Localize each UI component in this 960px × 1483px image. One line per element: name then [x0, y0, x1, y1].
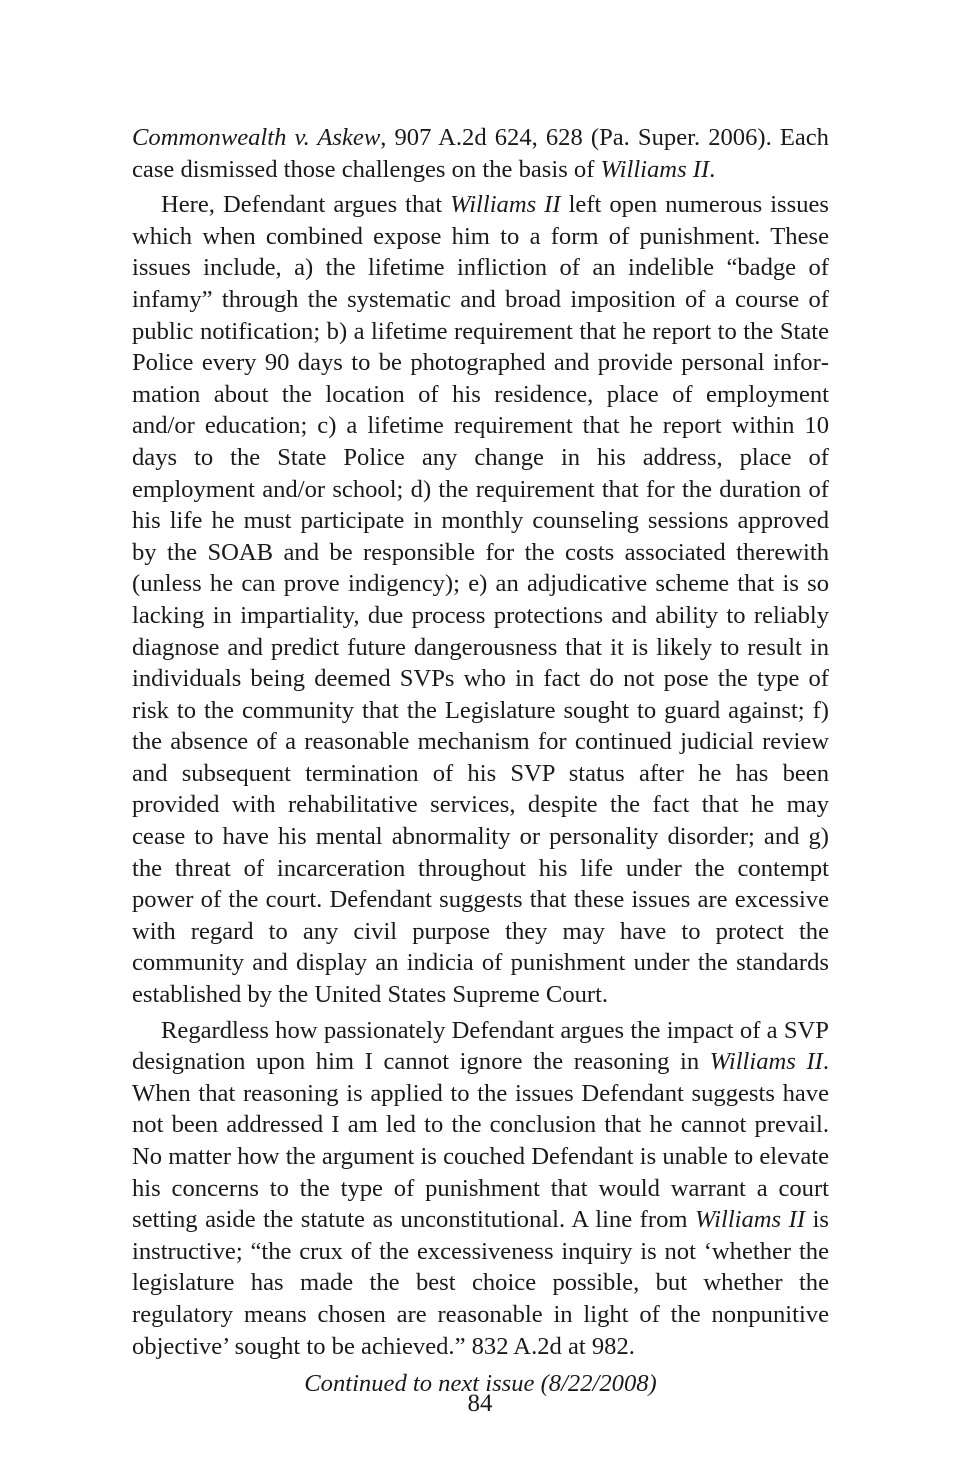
paragraph-text: left open numerous issues which when combined expose him to a form of punishment. These issues include, a) the lifetime infliction of an indelible “badge of infamy” through the systematic and broad imposition of a course of public notification; b) a lifetime requirement that he report to the State Police every 90 days to be photographed and provide personal information about the location of his residence, place of employment and/or education; c) a lifetime requirement that he report within 10 days to the State Police any change in his address, place of employment and/or school; d) the requirement that for the duration of his life he must participate in monthly counseling sessions approved by the SOAB and be responsible for the costs associated therewith (unless he can prove indigency); e) an adjudicative scheme that is so lacking in impartiality, due process protections and ability to reliably diagnose and predict future dangerousness that it is likely to result in individuals being deemed SVPs who in fact do not pose the type of risk to the community that the Legislature sought to guard against; f) the absence of a reasonable mechanism for continued judicial review and subsequent termination of his SVP status after he has been provided with rehabilitative services, despite the fact that he may cease to have his mental abnormality or personality disorder; and g) the threat of incarceration throughout his life under the contempt power of the court. Defendant suggests that these issues are excessive with regard to any civil purpose they may have to protect the community and display an indicia of punishment under the standards established by the United States Supreme Court.: [132, 191, 829, 1009]
case-name: Williams II: [600, 155, 710, 183]
case-name: Commonwealth v. Askew: [132, 124, 381, 151]
paragraph-text: .: [709, 155, 716, 183]
paragraph-text: Here, Defendant argues that: [161, 191, 451, 219]
paragraph-2: [132, 189, 829, 1010]
paragraph-text: . When that reasoning is applied to the issues Defendant suggests have not been addressed I am led to the conclusion that he cannot prevail. No matter how the argument is couched Defendant is unable to elevate his concerns to the type of punishment that would warrant a court setting aside the statute as unconstitutional. A line from: [132, 1048, 829, 1234]
page-number: 84: [467, 1390, 493, 1417]
case-name: Williams II: [450, 191, 561, 219]
document-page: [132, 122, 829, 1400]
paragraph-3: [132, 1015, 829, 1363]
citation-text: , 907 A.2d 624, 628 (Pa. Super. 2006). Each case dismissed those challenges on the basis of: [132, 124, 829, 183]
paragraph-text: is instructive; “the crux of the excessiveness inquiry is not ‘whether the legislature has made the best choice possible, but whether the regulatory means chosen are reasonable in light of the nonpunitive objective’ sought to be achieved.” 832 A.2d at 982.: [132, 1206, 829, 1360]
case-name: Williams II: [695, 1206, 806, 1234]
case-name: Williams II: [709, 1048, 823, 1076]
paragraph-text: Regardless how passionately Defendant argues the impact of a SVP designation upon him I cannot ignore the reasoning in: [132, 1016, 829, 1076]
continued-note: Continued to next issue (8/22/2008): [304, 1370, 657, 1398]
paragraph-1: [132, 122, 829, 185]
